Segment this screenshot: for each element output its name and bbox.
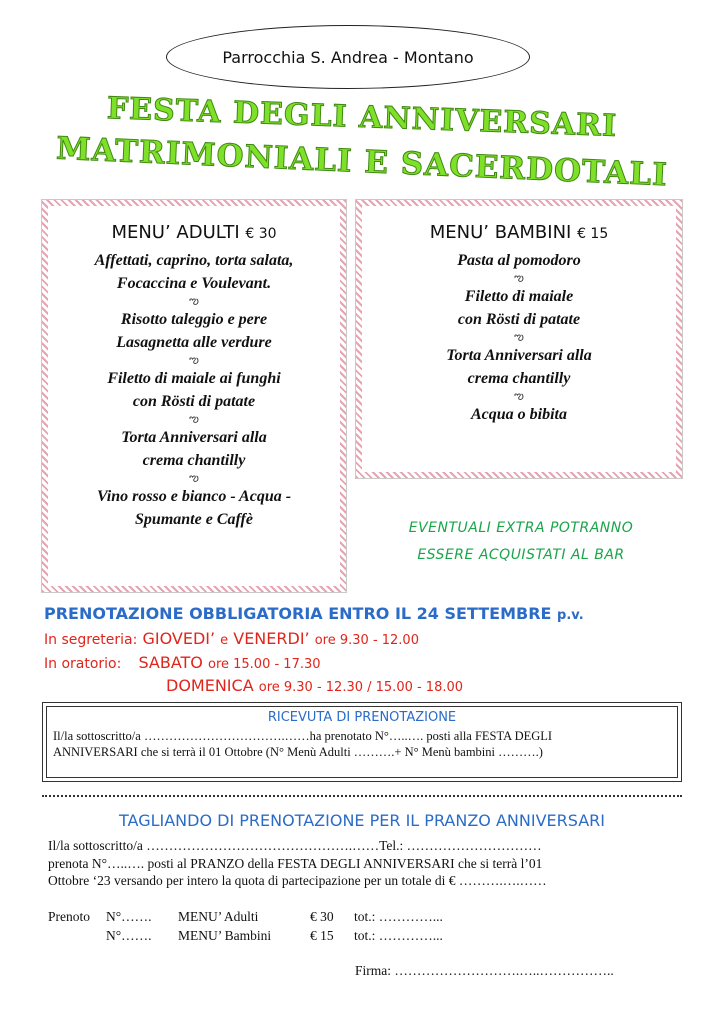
dish-line: Risotto taleggio e pere <box>120 311 268 328</box>
dish-line: con Rösti di patate <box>457 311 581 328</box>
schedule-day: SABATO <box>138 653 203 672</box>
dish-line: Affettati, caprino, torta salata, <box>94 252 294 269</box>
separator-icon: ఌ <box>189 413 199 425</box>
receipt-inner <box>46 706 678 778</box>
dish-line: Acqua o bibita <box>470 406 567 423</box>
schedule-hours: ore 9.30 - 12.30 / 15.00 - 18.00 <box>258 680 464 695</box>
schedule-conjunction: e <box>220 633 229 648</box>
menu-adulti-title: MENU’ ADULTI <box>111 222 240 243</box>
menu-bambini-price: € 15 <box>577 226 609 242</box>
dish-line: Torta Anniversari alla <box>121 429 267 446</box>
event-title-line1: FESTA DEGLI ANNIVERSARI <box>106 91 618 144</box>
dish-line: Torta Anniversari alla <box>446 347 592 364</box>
schedule-day: DOMENICA <box>166 676 254 695</box>
schedule-day: VENERDI’ <box>233 629 310 648</box>
dish-line: Lasagnetta alle verdure <box>116 334 272 351</box>
menu-bambini-box <box>356 200 682 478</box>
coupon-title: TAGLIANDO DI PRENOTAZIONE PER IL PRANZO ANNIVERSARI <box>119 811 605 830</box>
dish-line: con Rösti di patate <box>132 393 256 410</box>
menu-adulti-price: € 30 <box>245 226 277 242</box>
dish-line: Vino rosso e bianco - Acqua - <box>96 488 292 505</box>
schedule-label: In oratorio: <box>44 656 122 672</box>
menu-bambini-heading <box>362 222 676 243</box>
receipt-box <box>42 702 682 782</box>
parish-name: Parrocchia S. Andrea - Montano <box>222 47 474 67</box>
booking-prefix: Prenoto <box>48 909 90 924</box>
booking-total: tot.: …………... <box>354 928 443 943</box>
extra-note-line1: EVENTUALI EXTRA POTRANNO <box>408 520 634 536</box>
schedule-segreteria <box>44 629 419 648</box>
dish-line: Pasta al pomodoro <box>457 252 581 269</box>
extra-note <box>360 515 682 569</box>
coupon-body <box>48 837 678 890</box>
booking-deadline-pv: p.v. <box>557 608 584 623</box>
dish-line: crema chantilly <box>467 370 571 387</box>
separator-icon: ఌ <box>514 272 524 284</box>
separator-icon: ఌ <box>514 390 524 402</box>
booking-row-bambini <box>48 928 443 944</box>
dish-line: Focaccina e Voulevant. <box>116 275 272 292</box>
booking-deadline-text: PRENOTAZIONE OBBLIGATORIA ENTRO IL 24 SETTEMBRE <box>44 604 552 623</box>
cut-line <box>42 795 682 797</box>
booking-menu: MENU’ Bambini <box>178 928 272 943</box>
menu-adulti-heading <box>48 222 340 243</box>
schedule-hours: ore 15.00 - 17.30 <box>207 657 321 672</box>
coupon-line: prenota N°…..…. posti al PRANZO della FESTA DEGLI ANNIVERSARI che si terrà l’01 <box>48 855 543 871</box>
booking-price: € 30 <box>310 909 334 924</box>
booking-count: N°……. <box>106 928 152 943</box>
signature-line: Firma: ……………………….…..…………….. <box>355 963 614 978</box>
dish-line: Filetto di maiale <box>464 288 574 305</box>
booking-total: tot.: …………... <box>354 909 443 924</box>
menu-adulti-box <box>42 200 346 592</box>
separator-icon: ఌ <box>189 354 199 366</box>
menu-bambini-title: MENU’ BAMBINI <box>429 222 572 243</box>
schedule-oratorio-domenica <box>166 676 463 695</box>
booking-menu: MENU’ Adulti <box>178 909 259 924</box>
booking-count: N°……. <box>106 909 152 924</box>
schedule-hours: ore 9.30 - 12.00 <box>314 633 419 648</box>
extra-note-line2: ESSERE ACQUISTATI AL BAR <box>417 547 625 563</box>
dish-line: crema chantilly <box>142 452 246 469</box>
schedule-label: In segreteria: <box>44 632 138 648</box>
coupon-line: Ottobre ‘23 versando per intero la quota di partecipazione per un totale di € ……….….…… <box>48 873 547 888</box>
receipt-title: RICEVUTA DI PRENOTAZIONE <box>267 710 457 725</box>
separator-icon: ఌ <box>514 331 524 343</box>
coupon-line: Il/la sottoscritto/a ……………………………………….……Tel.: ………………………… <box>48 838 542 853</box>
dish-line: Filetto di maiale ai funghi <box>107 370 281 387</box>
booking-price: € 15 <box>310 928 334 943</box>
booking-deadline <box>44 604 584 623</box>
receipt-line: ANNIVERSARI che si terrà il 01 Ottobre (N° Menù Adulti ……….+ N° Menù bambini ……….) <box>53 745 543 759</box>
schedule-oratorio-sabato <box>44 653 321 672</box>
separator-icon: ఌ <box>189 295 199 307</box>
receipt-line: Il/la sottoscritto/a …………………………….……ha prenotato N°…..…. posti alla FESTA DEGLI <box>53 729 553 743</box>
separator-icon: ఌ <box>189 472 199 484</box>
booking-row-adulti <box>48 909 443 925</box>
schedule-day: GIOVEDI’ <box>142 629 216 648</box>
parish-oval <box>166 25 530 89</box>
dish-line: Spumante e Caffè <box>135 511 253 528</box>
event-title-line2: MATRIMONIALI E SACERDOTALI <box>55 130 669 194</box>
